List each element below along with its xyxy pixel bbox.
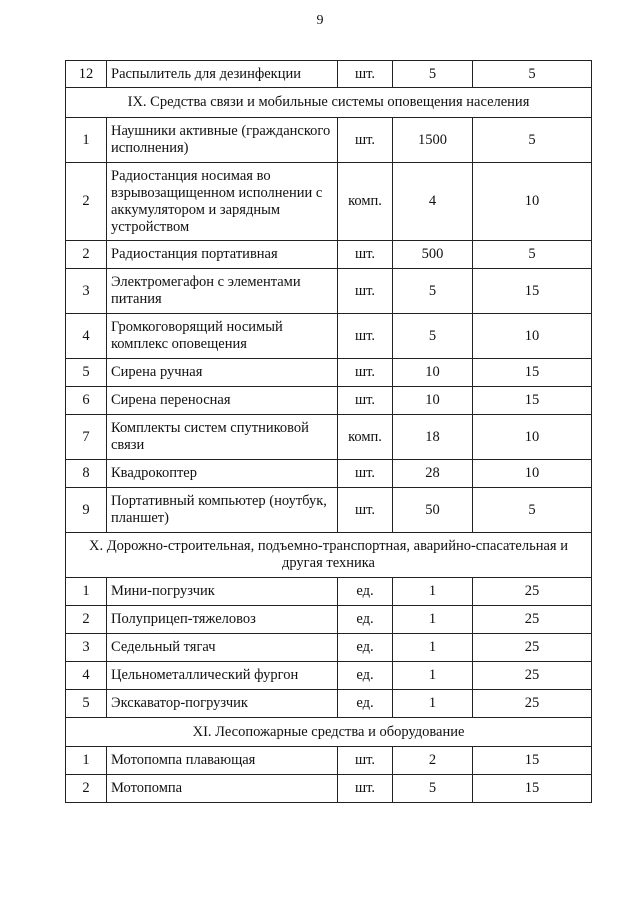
quantity-value: 1	[393, 578, 473, 606]
row-number: 1	[66, 118, 107, 163]
unit-of-measure: шт.	[338, 747, 393, 775]
secondary-value: 5	[473, 241, 592, 269]
unit-of-measure: шт.	[338, 241, 393, 269]
section-title: X. Дорожно-строительная, подъемно-транспортная, аварийно-спасательная и другая техника	[66, 533, 592, 578]
quantity-value: 5	[393, 775, 473, 803]
secondary-value: 10	[473, 314, 592, 359]
unit-of-measure: ед.	[338, 606, 393, 634]
table-row	[66, 163, 592, 241]
item-name: Громкоговорящий носимый комплекс оповещения	[107, 314, 338, 359]
secondary-value: 25	[473, 690, 592, 718]
item-name: Квадрокоптер	[107, 460, 338, 488]
row-number: 4	[66, 662, 107, 690]
quantity-value: 28	[393, 460, 473, 488]
secondary-value: 15	[473, 387, 592, 415]
quantity-value: 1	[393, 690, 473, 718]
table-row	[66, 606, 592, 634]
item-name: Полуприцеп-тяжеловоз	[107, 606, 338, 634]
table-row	[66, 415, 592, 460]
unit-of-measure: шт.	[338, 61, 393, 88]
table-row	[66, 775, 592, 803]
item-name: Мотопомпа	[107, 775, 338, 803]
table-row	[66, 269, 592, 314]
item-name: Сирена переносная	[107, 387, 338, 415]
item-name: Экскаватор-погрузчик	[107, 690, 338, 718]
secondary-value: 25	[473, 606, 592, 634]
item-name: Сирена ручная	[107, 359, 338, 387]
item-name: Радиостанция портативная	[107, 241, 338, 269]
item-name: Электромегафон с элементами питания	[107, 269, 338, 314]
table-row	[66, 118, 592, 163]
unit-of-measure: шт.	[338, 314, 393, 359]
section-header-row	[66, 88, 592, 118]
row-number: 2	[66, 241, 107, 269]
equipment-table	[65, 60, 592, 803]
row-number: 6	[66, 387, 107, 415]
unit-of-measure: шт.	[338, 269, 393, 314]
secondary-value: 10	[473, 163, 592, 241]
secondary-value: 10	[473, 460, 592, 488]
row-number: 3	[66, 634, 107, 662]
page-number: 9	[316, 13, 324, 28]
row-number: 9	[66, 488, 107, 533]
secondary-value: 5	[473, 488, 592, 533]
item-name: Мини-погрузчик	[107, 578, 338, 606]
table-body	[66, 61, 592, 803]
quantity-value: 1500	[393, 118, 473, 163]
table-row	[66, 634, 592, 662]
secondary-value: 10	[473, 415, 592, 460]
table-row	[66, 460, 592, 488]
secondary-value: 25	[473, 662, 592, 690]
item-name: Комплекты систем спутниковой связи	[107, 415, 338, 460]
row-number: 2	[66, 163, 107, 241]
row-number: 8	[66, 460, 107, 488]
unit-of-measure: ед.	[338, 634, 393, 662]
secondary-value: 5	[473, 118, 592, 163]
row-number: 5	[66, 359, 107, 387]
quantity-value: 4	[393, 163, 473, 241]
quantity-value: 2	[393, 747, 473, 775]
table-row	[66, 387, 592, 415]
unit-of-measure: комп.	[338, 163, 393, 241]
unit-of-measure: шт.	[338, 775, 393, 803]
unit-of-measure: ед.	[338, 662, 393, 690]
section-header-row	[66, 533, 592, 578]
item-name: Портативный компьютер (ноутбук, планшет)	[107, 488, 338, 533]
quantity-value: 18	[393, 415, 473, 460]
quantity-value: 5	[393, 269, 473, 314]
unit-of-measure: шт.	[338, 488, 393, 533]
unit-of-measure: ед.	[338, 578, 393, 606]
quantity-value: 500	[393, 241, 473, 269]
secondary-value: 15	[473, 775, 592, 803]
table-row	[66, 488, 592, 533]
table-row	[66, 690, 592, 718]
row-number: 2	[66, 606, 107, 634]
table-row	[66, 359, 592, 387]
unit-of-measure: шт.	[338, 460, 393, 488]
item-name: Седельный тягач	[107, 634, 338, 662]
secondary-value: 5	[473, 61, 592, 88]
unit-of-measure: шт.	[338, 359, 393, 387]
quantity-value: 1	[393, 606, 473, 634]
quantity-value: 1	[393, 634, 473, 662]
item-name: Цельнометаллический фургон	[107, 662, 338, 690]
unit-of-measure: комп.	[338, 415, 393, 460]
section-header-row	[66, 718, 592, 747]
table-row	[66, 61, 592, 88]
row-number: 7	[66, 415, 107, 460]
unit-of-measure: шт.	[338, 387, 393, 415]
row-number: 12	[66, 61, 107, 88]
item-name: Радиостанция носимая во взрывозащищенном исполнении с аккумулятором и зарядным устройством	[107, 163, 338, 241]
quantity-value: 50	[393, 488, 473, 533]
row-number: 2	[66, 775, 107, 803]
quantity-value: 10	[393, 387, 473, 415]
table-row	[66, 578, 592, 606]
secondary-value: 25	[473, 634, 592, 662]
table-row	[66, 662, 592, 690]
quantity-value: 1	[393, 662, 473, 690]
row-number: 3	[66, 269, 107, 314]
secondary-value: 15	[473, 359, 592, 387]
section-title: IX. Средства связи и мобильные системы оповещения населения	[66, 88, 592, 118]
row-number: 1	[66, 747, 107, 775]
unit-of-measure: ед.	[338, 690, 393, 718]
quantity-value: 10	[393, 359, 473, 387]
quantity-value: 5	[393, 61, 473, 88]
table-row	[66, 747, 592, 775]
secondary-value: 25	[473, 578, 592, 606]
section-title: XI. Лесопожарные средства и оборудование	[66, 718, 592, 747]
table-row	[66, 241, 592, 269]
item-name: Наушники активные (гражданского исполнения)	[107, 118, 338, 163]
secondary-value: 15	[473, 747, 592, 775]
item-name: Мотопомпа плавающая	[107, 747, 338, 775]
row-number: 1	[66, 578, 107, 606]
table-row	[66, 314, 592, 359]
unit-of-measure: шт.	[338, 118, 393, 163]
quantity-value: 5	[393, 314, 473, 359]
item-name: Распылитель для дезинфекции	[107, 61, 338, 88]
secondary-value: 15	[473, 269, 592, 314]
row-number: 5	[66, 690, 107, 718]
row-number: 4	[66, 314, 107, 359]
